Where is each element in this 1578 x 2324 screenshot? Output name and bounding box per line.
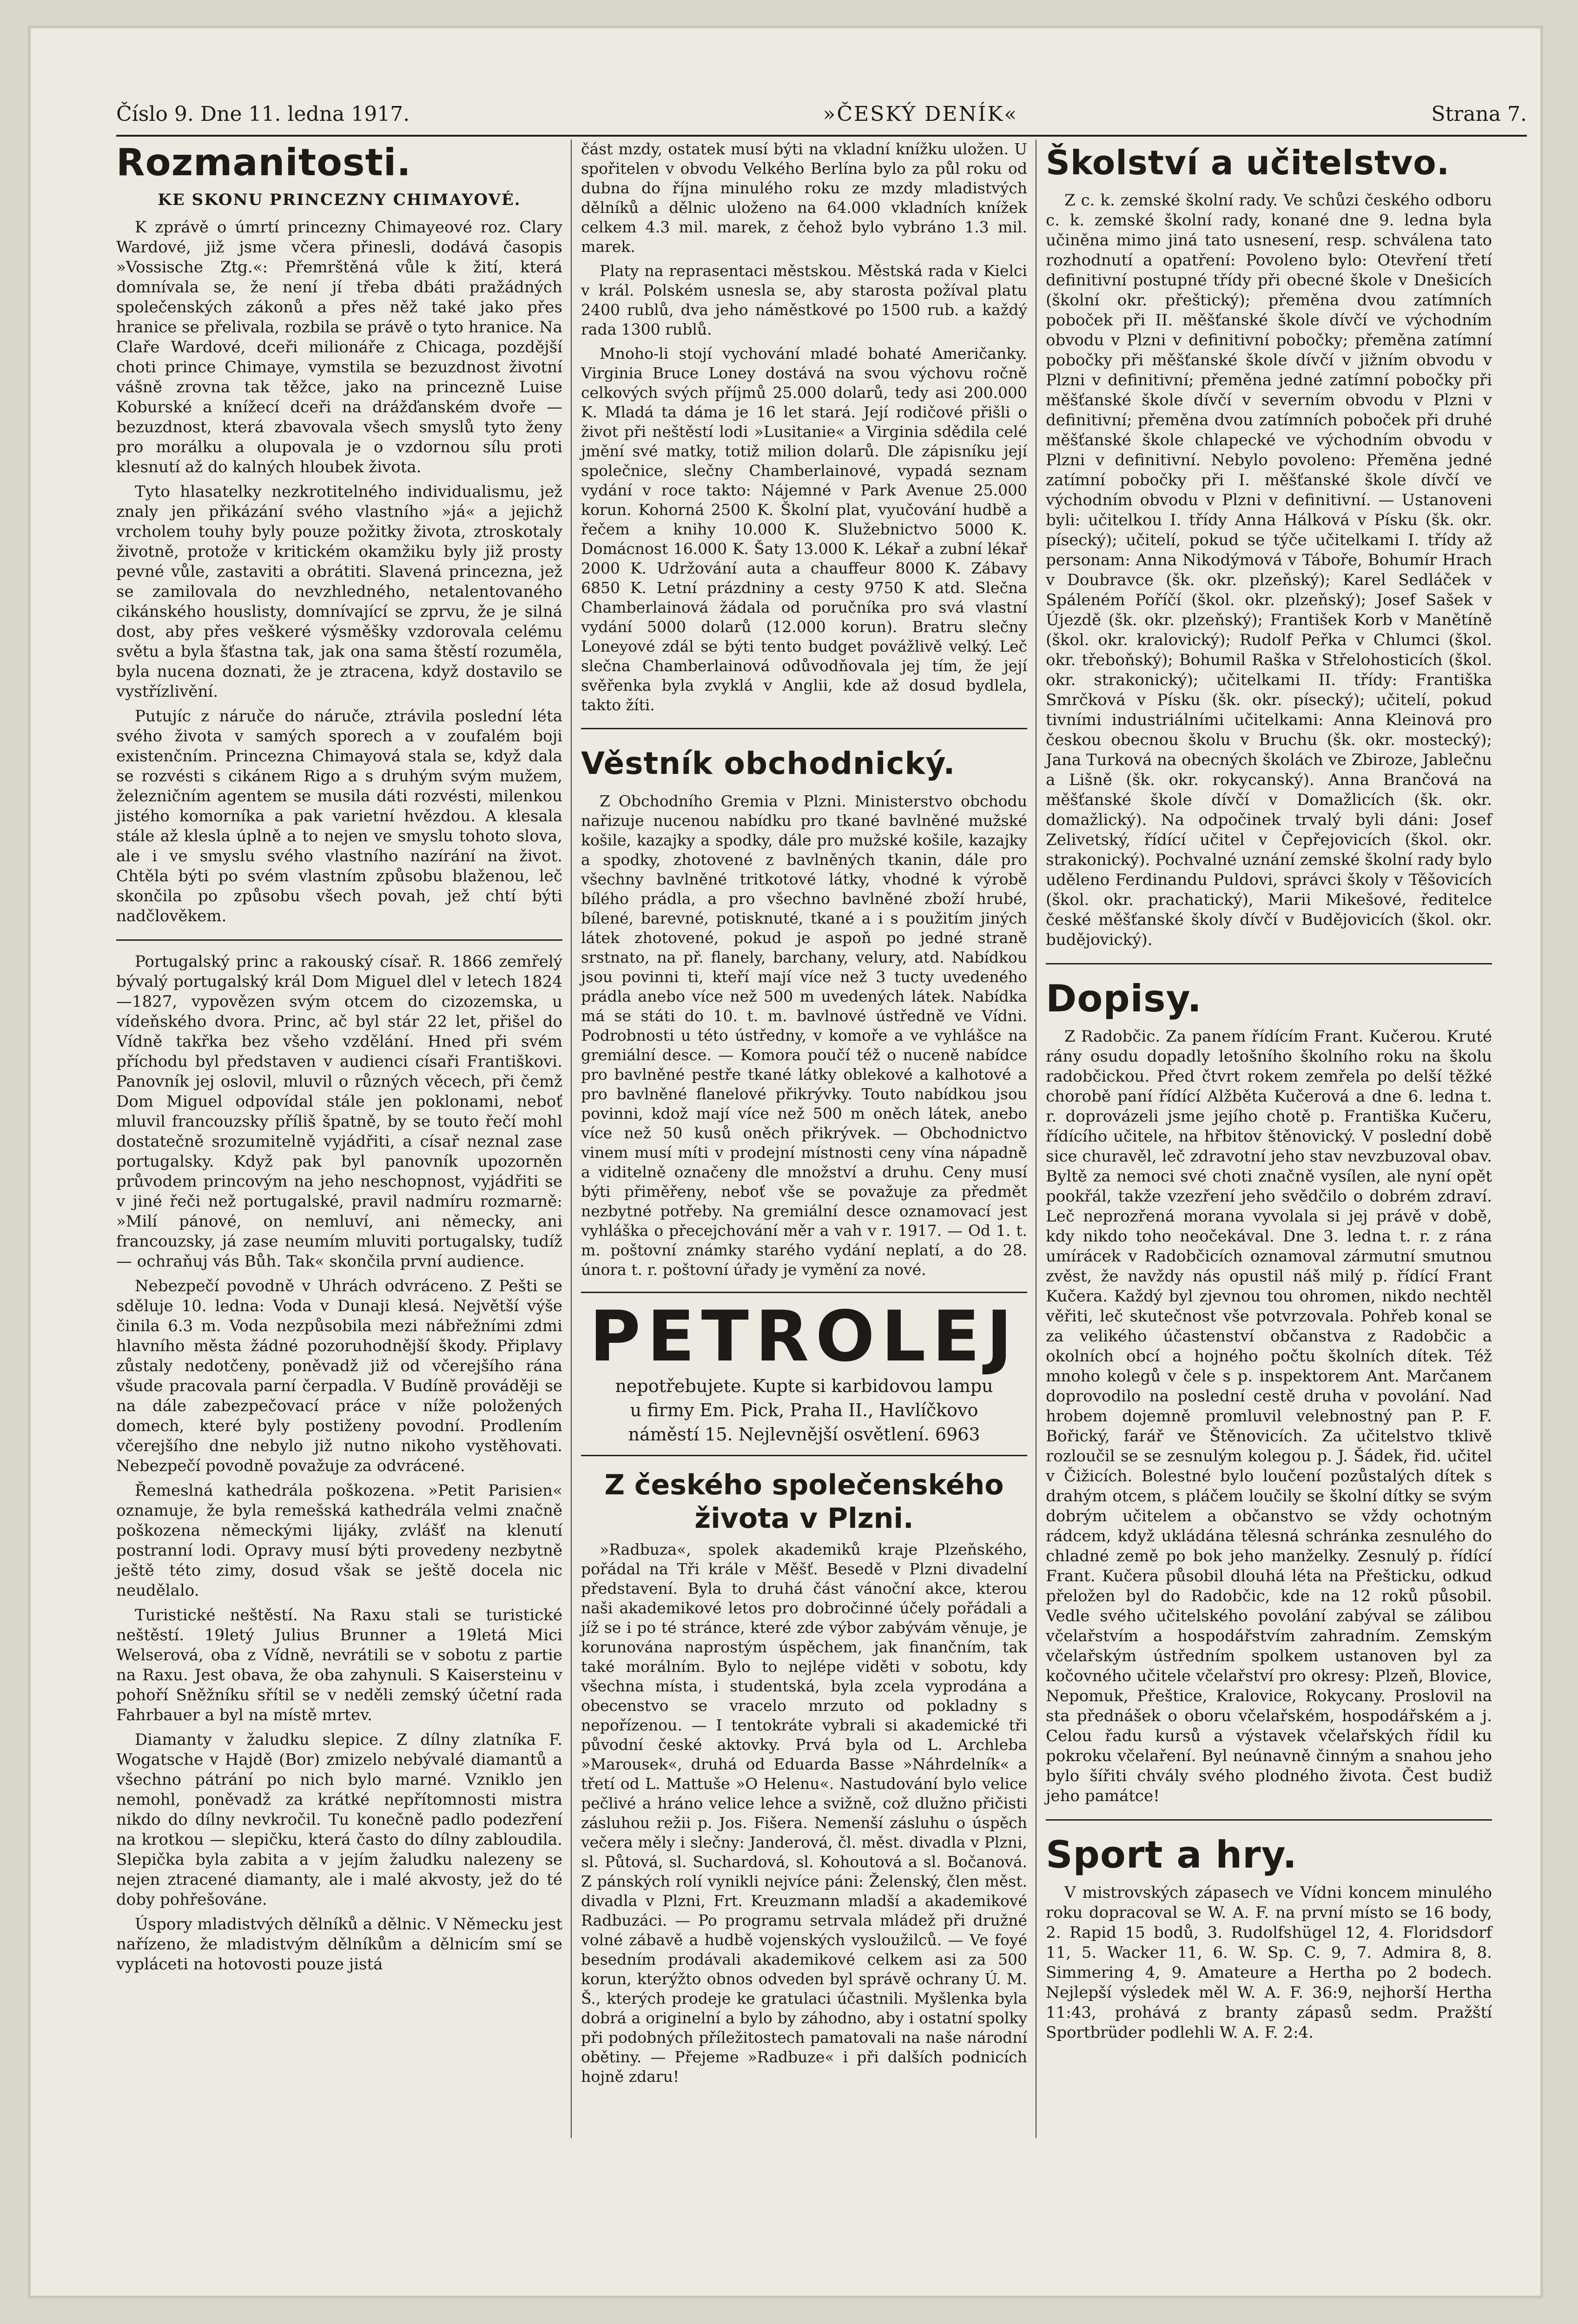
article-paragraph: Putujíc z náruče do náruče, ztrávila poslední léta svého života v samých sporech a v zoufalém boji existenčním. Princezna Chimayová stala se, když dala se rozvésti s cikánem Rigo a s druhým svým mužem, železničním agentem se musila dáti rozvésti, milenkou jistého komorníka a pak varietní hvězdou. A klesala stále až klesla úplně a to nejen ve smyslu tohoto slova, ale i ve smyslu svého vlastního nazírání na život. Chtěla býti po svém vlastním způsobu blaženou, leč skončila po způsobu všech povah, jež chtí býti nadčlověkem. (116, 707, 562, 925)
page-number: Strana 7. (1431, 102, 1527, 126)
ad-line: náměstí 15. Nejlevnější osvětlení. 6963 (628, 1424, 980, 1445)
separator (116, 939, 562, 941)
article-paragraph: Platy na reprasentaci městskou. Městská rada v Kielci v král. Polském usnesla se, aby starosta požíval platu 2400 rublů, dva jeho náměstkové po 1500 rub. a každý rada 1300 rublů. (581, 262, 1027, 338)
section-title-sport: Sport a hry. (1046, 1833, 1297, 1876)
page-header (116, 93, 1527, 137)
article-paragraph: Z Obchodního Gremia v Plzni. Ministerstvo obchodu nařizuje nucenou nabídku pro tkané bavlněné mužské košile, kazajky a spodky, dále pro mužské košile, kazajky a spodky, zhotovené z bavlněných tkanin, dále pro všechny bavlněné tritkotové látky, vhodné k výrobě bílého prádla, a pro všechno bavlněné zboží hrubé, bílené, barevné, potisknuté, tkané a i s použitím jiných látek zhotovené, pokud je aspoň po jedné straně srstnato, na př. flanely, barchany, velury, atd. Nabídkou jsou povinni ti, kteří mají více než 3 tucty uvedeného prádla anebo více než 500 m uvedených látek. Nabídka má se státi do 10. t. m. bavlnové ústředně ve Vídni. Podrobnosti u této ústředny, v komoře a ve vyhlášce na gremiální desce. — Komora poučí též o nuceně nabídce pro bavlněné pestře tkané látky oblekové a kalhotové a pro bavlněné flanelové přikrývky. Touto nabídkou jsou povinni, kdož mají více než 500 m oněch látek, anebo více než 50 kusů oněch přikrývek. — Obchodnictvo vinem musí míti v prodejní místnosti ceny vína nápadně a viditelně označeny dle množství a druhu. Ceny musí býti přiměřeny, neboť vše se považuje za předmět nezbytné potřeby. Na gremiální desce oznamovací jest vyhláška o přecejchování měr a vah v r. 1917. — Od 1. t. m. poštovní známky starého vydání neplatí, a do 28. února t. r. poštovní úřady je vymění za nové. (581, 792, 1027, 1279)
article-paragraph: Nebezpečí povodně v Uhrách odvráceno. Z Pešti se sděluje 10. ledna: Voda v Dunaji klesá. Největší výše činila 6.3 m. Voda nezpůsobila mezi nábřežními zdmi hlavního města žádné pozoruhodnější škody. Připlavy zůstaly nedotčeny, poněvadž již od včerejšího rána všude pracovala parní čerpadla. V Budíně prováději se na dále zabezpečovací práce v níže položených domech, které byly postiženy povodní. Prodlením včerejšího dne nebylo již nutno nikoho vystěhovati. Nebezpečí povodně považuje za odvrácené. (116, 1277, 562, 1475)
article-paragraph: K zprávě o úmrtí princezny Chimayeové roz. Clary Wardové, již jsme včera přinesli, dodává časopis »Vossische Ztg.«: Přemrštěná vůle k žití, která domnívala se, že není jí třeba dbáti pražádných společenských zákonů a přes něž také jako přes hranice se přelivala, rozbila se právě o tyto hranice. Na Claře Wardové, dceři milionáře z Chicaga, pozdější choti prince Chimaye, vymstila se bezuzdnost životní vášně zrovna tak těžce, jako na princezně Luise Koburské a knížecí dceři na drážďanském dvoře — bezuzdnost, která zbavovala všech smyslů tyto ženy pro morálku a olupovala je o vzdornou sílu proti klesnutí až do kalných hloubek života. (116, 218, 562, 476)
article-subtitle: KE SKONU PRINCEZNY CHIMAYOVÉ. (158, 191, 521, 209)
article-paragraph: Mnoho-li stojí vychování mladé bohaté Američanky. Virginia Bruce Loney dostává na svou výchovu ročně celkových svých příjmů 25.000 dolarů, tedy asi 200.000 K. Mladá ta dáma je 16 let stará. Její rodičové přišli o život při neštěstí lodi »Lusitanie« a Virginia sdědila celé jmění své matky, totiž milion dolarů. Dle zápisníku její společnice, slečny Chamberlainové, vypadá seznam vydání v roce takto: Nájemné v Park Avenue 25.000 korun. Kohorná 2500 K. Školní plat, vyučování hudbě a řečem a knihy 10.000 K. Služebnictvo 5000 K. Domácnost 16.000 K. Šaty 13.000 K. Lékař a zubní lékař 2000 K. Udržování auta a chauffeur 8000 K. Zábavy 6850 K. Letní prázdniny a cesty 9750 K atd. Slečna Chamberlainová žádala od poručníka pro svá vlastní vydání 5000 dolarů (12.000 korun). Bratru slečny Loneyové zdál se býti tento budget povážlivě velký. Leč slečna Chamberlainová odůvodňovala jej tím, že její svěřenka byla zvyklá v Anglii, kde až dosud bydlela, takto žíti. (581, 344, 1027, 714)
section-title-vestnik: Věstník obchodnický. (581, 746, 956, 781)
petrolej-advertisement (581, 1292, 1027, 1456)
ad-headline: PETROLEJ (589, 1296, 1019, 1377)
section-title-spolecensky-zivot: Z českého společenského života v Plzni. (604, 1469, 1004, 1535)
article-paragraph: Úspory mladistvých dělníků a dělnic. V Německu jest nařízeno, že mladistvým dělníkům a dělnicím smí se vypláceti na hotovosti pouze jistá (116, 1915, 562, 1974)
column-divider (571, 139, 572, 2138)
section-title-skolstvi: Školství a učitelstvo. (1046, 143, 1450, 182)
article-paragraph: Tyto hlasatelky nezkrotitelného individualismu, jež znaly jen přikázání svého vlastního »já« a jejichž vrcholem touhy byly pouze požitky života, ztroskotaly životně, protože v kritickém okamžiku byly již prosty pevné vůle, zastaviti a obrátiti. Slavená princezna, jež se zamilovala do nevzhledného, netalentovaného cikánského houslisty, domnívající se zprvu, že je silná dost, aby přes veškeré výsměšky vzdorovala celému světu a byla šťastna tak, jak ona sama štěstí rozuměla, byla nucena doznati, že je ztracena, když dostavilo se vystřízlivění. (116, 482, 562, 701)
article-paragraph: Turistické neštěstí. Na Raxu stali se turistické neštěstí. 19letý Julius Brunner a 19letá Mici Welserová, oba z Vídně, nevrátili se v sobotu z partie na Raxu. Jest obava, že oba zahynuli. S Kaisersteinu v pohoří Sněžníku sřítil se v neděli zemský účetní rada Fahrbauer a byl na místě mrtev. (116, 1606, 562, 1724)
separator (581, 728, 1027, 729)
article-paragraph: Diamanty v žaludku slepice. Z dílny zlatníka F. Wogatsche v Hajdě (Bor) zmizelo nebývalé diamantů a všechno pátrání po nich bylo marné. Vzniklo jen nemohl, poněvadž za krátké nepřítomnosti mistra nikdo do dílny nevkročil. Tu konečně padlo podezření na krotkou — slepičku, která často do dílny zabloudila. Slepička byla zabita a v jejím žaludku nalezeny se nejen ztracené diamanty, ale i malé akvosty, jež do té doby pohřešováne. (116, 1730, 562, 1909)
article-paragraph: Z c. k. zemské školní rady. Ve schůzi českého odboru c. k. zemské školní rady, konané dne 9. ledna byla učiněna mimo jiná tato usnesení, resp. schválena tato rozhodnutí a opatření: Povoleno bylo: Otevření třetí definitivní postupné třídy při obecné škole v Dnešicích (školní okr. přeštický); přeměna dvou zatímních poboček při II. měšťanské škole dívčí ve východním obvodu v Plzni v definitivní pobočky; přeměna zatímní pobočky při měšťanské škole dívčí v jižním obvodu v Plzni v definitivní; přeměna jedné zatímní pobočky při měšťanské škole dívčí v severním obvodu v Plzni v definitivní; přeměna dvou zatímních poboček při druhé měšťanské škole chlapecké ve východním obvodu v Plzni v definitivní. Nebylo povoleno: Přeměna jedné zatímní pobočky při I. měšťanské škole dívčí ve východním obvodu v Plzni v definitivní. — Ustanoveni byli: učitelkou I. třídy Anna Hálková v Písku (šk. okr. písecký); učitelí, pokud se týče učitelkami I. třídy až personam: Anna Nikodýmová v Táboře, Bohumír Hrach v Doubravce (šk. okr. plzeňský); Karel Sedláček v Spáleném Poříčí (škol. okr. plzeňský); Josef Sašek v Újezdě (šk. okr. plzeňský); František Korb v Manětíně (škol. okr. kralovický); Rudolf Peřka v Chlumci (škol. okr. třeboňský); Bohumil Raška v Střelohosticích (škol. okr. strakonický); učitelkami II. třídy: Františka Smrčková v Písku (šk. okr. písecký); učitelí, pokud tivními industriálními učitelkami: Anna Kleinová pro českou obecnou školu v Bruchu (šk. okr. mostecký); Jana Turková na obecných školách ve Zbiroze, Jablečnu a Lišně (šk. okr. rokycanský). Anna Brančová na měšťanské škole dívčí v Domažlicích (šk. okr. domažlický). Na odpočinek trvalý byli dáni: Josef Zelivetský, řídící učitel v Čepřejovicích (škol. okr. strakonický). Pochvalné uznání zemské školní rady bylo uděleno Ferdinandu Puldovi, správci školy v Těšovicích (škol. okr. prachatický), Marii Mikešové, ředitelce české měšťanské školy dívčí v Budějovicích (škol. okr. budějovický). (1046, 191, 1492, 949)
section-title-dopisy: Dopisy. (1046, 977, 1202, 1020)
article-paragraph: Z Radobčic. Za panem řídícím Frant. Kučerou. Kruté rány osudu dopadly letošního školního roku na školu radobčickou. Před čtvrt rokem zemřela po delší těžké chorobě paní řídící Alžběta Kučerová a dne 6. ledna t. r. doprovázeli jsme jejího chotě p. Františka Kučeru, řídícího učitele, na hřbitov štěnovický. V poslední době sice churavěl, leč zdravotní jeho stav nevzbuzoval obav. Byltě za nemoci své choti značně vysílen, ale nyní opět pookřál, takže vzezření jeho svědčilo o dobrém zdraví. Leč neprozřená morana vyvolala si jej právě v době, kdy nikdo toho neočekával. Dne 3. ledna t. r. z rána umírácek v Radobčicích oznamoval zármutní smutnou zvěst, že navždy nás opustil náš milý p. řídící Frant Kučera. Každý byl zjevnou tou ohromen, nikdo nechtěl věřiti, leč skutečnost vše potvrzovala. Pohřeb konal se za velikého účastenství občanstva z Radobčic a okolních obcí a hojného počtu školních dítek. Též mnoho kolegů v čele s p. inspektorem Ant. Marčanem doprovodilo na poslední cestě druha v povolání. Nad hrobem dojemně promluvil velebnostný pan P. F. Bořický, farář ve Štěnovicích. Za učitelstvo tklivě rozloučil se se zesnulým kolegou p. J. Šádek, řid. učitel v Čižicích. Bolestné bylo loučení pozůstalých dítek s drahým otcem, s pláčem loučily se školní dítky se svým dobrým učitelem a občanstvo se vždy ochotným rádcem, když ukládána tělesná schránka zesnulého do chladné země po bok jeho manželky. Zesnulý p. řídící Frant. Kučera působil dlouhá léta na Přešticku, odkud přeložen byl do Radobčic, kde na 12 roků působil. Vedle svého učitelského povolání zabýval se zálibou včelařstvím a hospodářstvím zahradním. Zemským včelařským ústředním spolkem ustanoven byl za kočovného učitele včelařství pro okresy: Plzeň, Blovice, Nepomuk, Přeštice, Kralovice, Rokycany. Proslovil na sta přednášek o oboru včelařském, hospodářském a j. Celou řadu kursů a výstavek včelařských řídil ku pokroku včelaření. Byl neúnavně činným a snahou jeho bylo šířiti chvály svého plodného života. Čest budiž jeho památce! (1046, 1027, 1492, 1805)
column-2 (581, 139, 1027, 2091)
section-title-rozmanitosti: Rozmanitosti. (116, 141, 411, 184)
ad-line: u firmy Em. Pick, Praha II., Havlíčkovo (630, 1400, 978, 1420)
column-3 (1046, 139, 1492, 2047)
newspaper-name: »ČESKÝ DENÍK« (823, 102, 1018, 126)
article-paragraph: »Radbuza«, spolek akademiků kraje Plzeňského, pořádal na Tři krále v Měšť. Besedě v Plzni divadelní představení. Byla to druhá část vánoční akce, kterou naši akademikové letos pro dobročinné účely pořádali a jíž se i po té stránce, které zde výbor zabývám věnuje, je korunována naprostým úspěchem, jak finančním, tak také morálním. Bylo to nejlépe viděti v sobotu, kdy všechna místa, i studentská, byla zcela vyprodána a obecenstvo se vracelo mrzuto od pokladny s nepořízenou. — I tentokráte vybrali si akademické tři původní české aktovky. Prvá byla od L. Archleba »Marousek«, druhá od Eduarda Basse »Náhrdelník« a třetí od L. Mattuše »O Helenu«. Nastudování bylo velice pečlivé a hráno velice lehce a svižně, což dlužno přičisti zásluhou režii p. Jos. Fišera. Nemenší zásluhu o úspěch večera měly i slečny: Janderová, čl. měst. divadla v Plzni, sl. Půtová, sl. Suchardová, sl. Kohoutová a sl. Bočanová. Z pánských rolí vynikli nejvíce páni: Želenský, člen měst. divadla v Plzni, Frt. Kreuzmann mladší a akademikové Radbuzáci. — Po programu setrvala mládež při družné volné zábavě a hudbě vojenských vysloužilců. — Ve foyé besedním prodávali akademikové celkem asi za 500 korun, kterýžto obnos odveden byl správě ochrany Ú. M. Š., kterých prodeje ke gratulaci účastnili. Myšlenka byla dobrá a originelní a bylo by záhodno, aby i ostatní spolky při podobných příležitostech pamatovali na naše národní obětiny. — Přejeme »Radbuze« i při dalších podnicích hojně zdaru! (581, 1540, 1027, 2086)
column-1 (116, 139, 562, 1979)
separator (1046, 963, 1492, 964)
issue-date: Číslo 9. Dne 11. ledna 1917. (116, 102, 410, 126)
article-paragraph: část mzdy, ostatek musí býti na vkladní knížku uložen. U spořitelen v obvodu Velkého Berlína bylo za půl roku od dubna do října minulého roku ze mzdy mladistvých dělníků a dělnic uloženo na 64.000 vkladních knížek celkem 4.3 mil. marek, z čehož bylo vybráno 1.3 mil. marek. (581, 140, 1027, 256)
article-paragraph: V mistrovských zápasech ve Vídni koncem minulého roku dopracoval se W. A. F. na první místo se 16 body, 2. Rapid 15 bodů, 3. Rudolfshügel 12, 4. Floridsdorf 11, 5. Wacker 11, 6. W. Sp. C. 9, 7. Admira 8, 8. Simmering 4, 9. Amateure a Hertha po 2 bodech. Nejlepší výsledek měl W. A. F. 36:9, nejhorší Hertha 11:43, prohává z branty zápasů sedm. Pražští Sportbrüder podlehli W. A. F. 2:4. (1046, 1883, 1492, 2042)
article-paragraph: Řemeslná kathedrála poškozena. »Petit Parisien« oznamuje, že byla remešská kathedrála velmi značně poškozena německými lijáky, zvlášť na klenutí postranní lodi. Opravy musí býti provedeny nezbytně ještě této zimy, dosud však se ještě docela nic neudělalo. (116, 1481, 562, 1600)
article-paragraph: Portugalský princ a rakouský císař. R. 1866 zemřelý bývalý portugalský král Dom Miguel dlel v letech 1824—1827, vypovězen svým otcem do cizozemska, u vídeňského dvora. Princ, ač byl stár 22 let, přišel do Vídně takřka bez všeho vzdělání. Hned při svém příchodu byl představen v audienci císaři Františkovi. Panovník jej oslovil, mluvil o různých věcech, při čemž Dom Miguel odpovídal stále jen poklonami, neboť mluvil francouzsky příliš špatně, by se touto řečí mohl dostatečně srozumitelně vyjádřiti, a císař neznal zase portugalsky. Když pak byl panovník upozorněn průvodem princovým na jeho neschopnost, vyjádřiti se v jiné řeči než portugalské, pravil nadmíru rozmarně: »Milí pánové, on nemluví, ani německy, ani francouzsky, já zase neumím mluviti portugalsky, tudíž — ochraňuj vás Bůh. Tak« skončila první audience. (116, 952, 562, 1271)
column-divider (1036, 139, 1037, 2138)
ad-line: nepotřebujete. Kupte si karbidovou lampu (615, 1376, 993, 1396)
separator (1046, 1819, 1492, 1821)
